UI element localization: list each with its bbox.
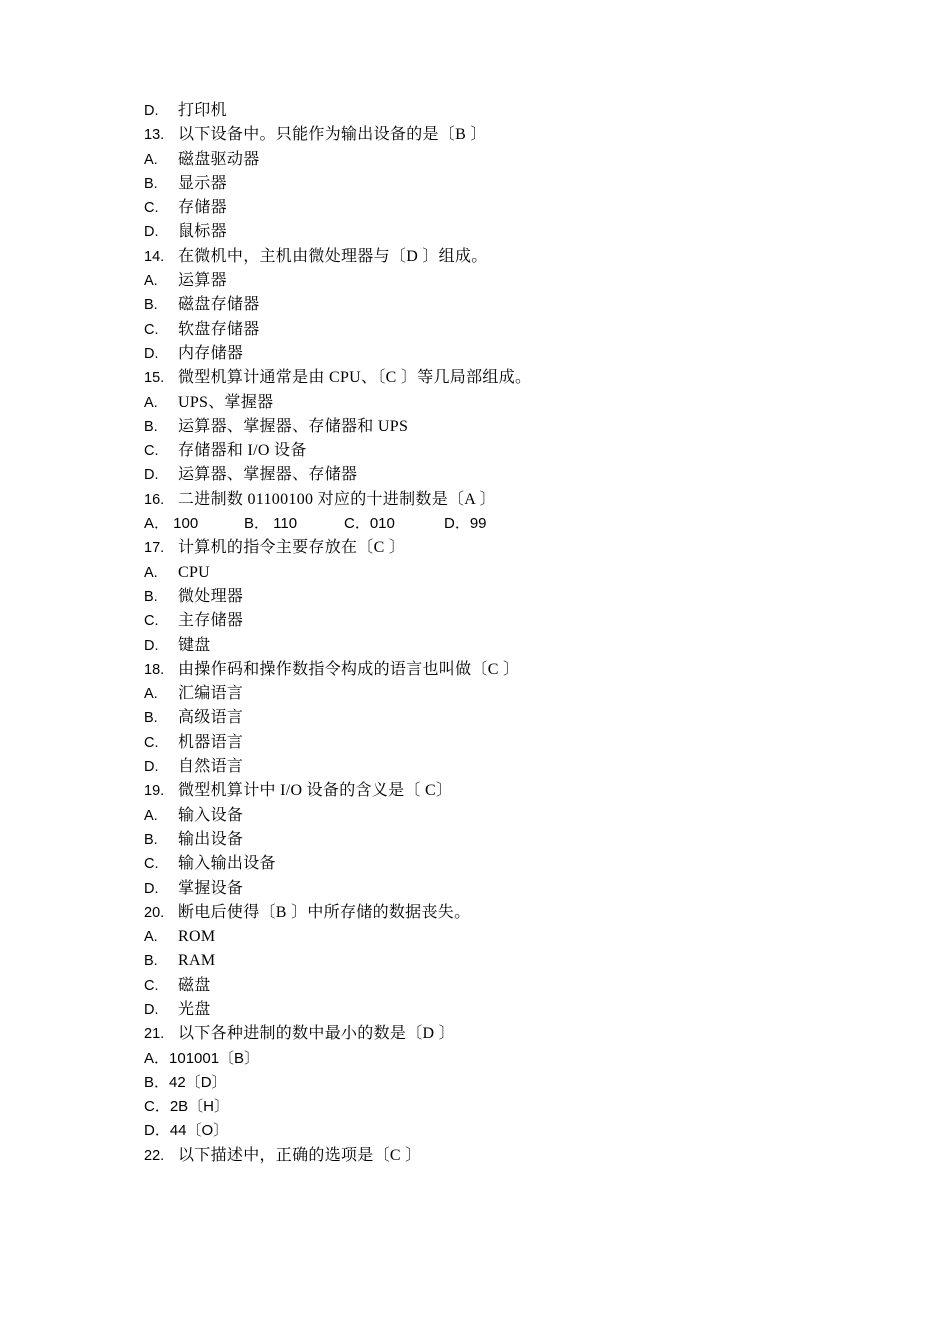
item-text: 微型机算计中 I/O 设备的含义是〔 C〕: [178, 782, 453, 800]
item-text: 磁盘驱动器: [178, 150, 260, 168]
item-marker: 20.: [144, 904, 165, 921]
question-line: [0, 172, 950, 196]
item-text: 在微机中，主机由微处理器与〔D 〕组成。: [178, 247, 488, 265]
item-text: UPS、掌握器: [178, 393, 274, 411]
question-line: [0, 998, 950, 1022]
item-text: CPU: [178, 563, 211, 581]
question-line: [0, 731, 950, 755]
item-marker: D.: [144, 224, 159, 241]
question-line: [0, 682, 950, 706]
inline-option: B． 110: [244, 515, 298, 533]
question-line: [0, 925, 950, 949]
item-text: 内存储器: [178, 344, 244, 362]
item-marker: B.: [144, 831, 158, 848]
question-line: [0, 99, 950, 123]
item-marker: A.: [144, 807, 158, 824]
question-line: [0, 804, 950, 828]
item-marker: 22.: [144, 1147, 165, 1164]
item-marker: C.: [144, 321, 159, 338]
question-line: [0, 561, 950, 585]
item-text: 存储器: [178, 199, 227, 217]
question-line: [0, 974, 950, 998]
question-line: [0, 585, 950, 609]
item-text: 光盘: [178, 1000, 211, 1018]
question-line: [0, 1022, 950, 1046]
item-text: 打印机: [178, 102, 227, 119]
item-text: 以下设备中。只能作为输出设备的是〔B 〕: [178, 126, 487, 144]
question-line: [0, 391, 950, 415]
item-text: 输入输出设备: [178, 855, 276, 873]
question-line: [0, 342, 950, 366]
item-text: 鼠标器: [178, 223, 227, 241]
question-line: [0, 318, 950, 342]
question-line: [0, 293, 950, 317]
item-marker: C.: [144, 977, 159, 994]
item-marker: C.: [144, 443, 159, 460]
item-marker: 17.: [144, 540, 165, 557]
question-line: [0, 852, 950, 876]
item-text: 由操作码和操作数指令构成的语言也叫做〔C 〕: [178, 660, 520, 678]
item-marker: A.: [144, 151, 158, 168]
inline-options-row: [0, 512, 950, 536]
item-text: 断电后使得〔B 〕中所存储的数据丧失。: [178, 903, 471, 921]
item-text: 软盘存储器: [178, 320, 260, 338]
item-marker: 21.: [144, 1026, 165, 1043]
inline-option: A． 100: [144, 515, 199, 533]
item-marker: 14.: [144, 248, 165, 265]
question-line: [0, 634, 950, 658]
option-line: [0, 1095, 950, 1119]
item-marker: B.: [144, 710, 158, 727]
option-line: [0, 1071, 950, 1095]
item-marker: D.: [144, 345, 159, 362]
item-marker: D.: [144, 759, 159, 776]
item-text: 汇编语言: [178, 685, 244, 703]
item-marker: A.: [144, 273, 158, 290]
item-text: 以下描述中，正确的选项是〔C 〕: [178, 1146, 422, 1164]
item-text: 微型机算计通常是由 CPU、〔C 〕等几局部组成。: [178, 369, 532, 387]
question-line: [0, 245, 950, 269]
document-page: [0, 99, 950, 1168]
item-text: 输入设备: [178, 806, 244, 824]
question-line: [0, 123, 950, 147]
question-line: [0, 779, 950, 803]
question-line: [0, 1144, 950, 1168]
item-text: RAM: [178, 952, 216, 970]
question-line: [0, 439, 950, 463]
item-text: 运算器: [178, 272, 227, 290]
question-line: [0, 658, 950, 682]
item-marker: A.: [144, 929, 158, 946]
question-line: [0, 148, 950, 172]
item-marker: D.: [144, 880, 159, 897]
item-text: 运算器、掌握器、存储器和 UPS: [178, 417, 409, 435]
question-line: [0, 901, 950, 925]
option-text: C．2B〔H〕: [144, 1098, 230, 1116]
inline-options: [144, 512, 504, 536]
question-line: [0, 609, 950, 633]
item-text: 键盘: [178, 636, 211, 654]
item-text: 微处理器: [178, 587, 244, 605]
item-text: 掌握设备: [178, 879, 244, 897]
question-line: [0, 366, 950, 390]
item-marker: C.: [144, 856, 159, 873]
inline-option: D．99: [444, 515, 487, 533]
question-line: [0, 220, 950, 244]
item-text: 主存储器: [178, 612, 244, 630]
question-line: [0, 488, 950, 512]
item-marker: B.: [144, 588, 158, 605]
inline-option: C．010: [344, 515, 395, 533]
item-marker: C.: [144, 734, 159, 751]
item-text: 机器语言: [178, 733, 244, 751]
question-line: [0, 877, 950, 901]
item-marker: A.: [144, 564, 158, 581]
item-marker: C.: [144, 200, 159, 217]
item-marker: B.: [144, 175, 158, 192]
question-line: [0, 415, 950, 439]
item-text: 磁盘: [178, 976, 211, 994]
question-line: [0, 536, 950, 560]
item-marker: D.: [144, 637, 159, 654]
item-text: 运算器、掌握器、存储器: [178, 466, 358, 484]
item-marker: 16.: [144, 491, 165, 508]
question-line: [0, 196, 950, 220]
option-text: A．101001〔B〕: [144, 1049, 260, 1067]
item-text: 显示器: [178, 174, 227, 192]
item-marker: C.: [144, 613, 159, 630]
item-text: 磁盘存储器: [178, 296, 260, 314]
item-marker: A.: [144, 394, 158, 411]
item-marker: A.: [144, 686, 158, 703]
option-line: [0, 1047, 950, 1071]
item-text: 自然语言: [178, 758, 244, 776]
item-marker: 19.: [144, 783, 165, 800]
item-marker: D.: [144, 467, 159, 484]
item-marker: D.: [144, 1001, 159, 1018]
question-line: [0, 949, 950, 973]
item-text: 二进制数 01100100 对应的十进制数是〔A 〕: [178, 490, 496, 508]
option-line: [0, 1119, 950, 1143]
item-marker: 15.: [144, 370, 165, 387]
item-text: 以下各种进制的数中最小的数是〔D 〕: [178, 1025, 455, 1043]
question-line: [0, 463, 950, 487]
item-text: 存储器和 I/O 设备: [178, 442, 307, 460]
question-line: [0, 828, 950, 852]
item-marker: 13.: [144, 127, 165, 144]
item-marker: 18.: [144, 661, 165, 678]
item-marker: B.: [144, 418, 158, 435]
item-marker: B.: [144, 297, 158, 314]
item-marker: D.: [144, 103, 159, 119]
option-text: B．42〔D〕: [144, 1073, 227, 1091]
item-marker: B.: [144, 953, 158, 970]
item-text: ROM: [178, 928, 216, 946]
option-text: D．44〔O〕: [144, 1122, 229, 1140]
item-text: 高级语言: [178, 709, 244, 727]
item-text: 计算机的指令主要存放在〔C 〕: [178, 539, 406, 557]
item-text: 输出设备: [178, 830, 244, 848]
question-line: [0, 269, 950, 293]
question-line: [0, 706, 950, 730]
question-line: [0, 755, 950, 779]
